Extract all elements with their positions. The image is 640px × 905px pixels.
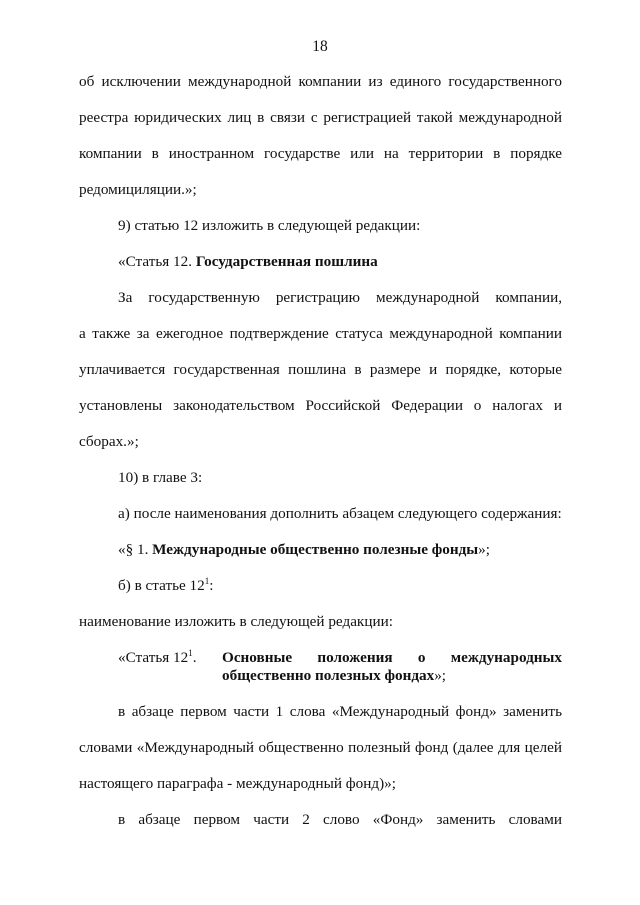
- article-label-dot: .: [192, 649, 197, 666]
- paragraph-line: настоящего параграфа - международный фонд)»;: [79, 775, 396, 792]
- paragraph-line: словами «Международный общественно полезный фонд (далее для целей: [79, 739, 562, 756]
- article-title-line: Основные положения о международных: [222, 649, 562, 666]
- paragraph-line: установлены законодательством Российской Федерации о налогах и: [79, 397, 562, 414]
- paragraph-line: наименование изложить в следующей редакции:: [79, 613, 393, 630]
- article-title-line: [222, 667, 562, 685]
- paragraph-line: реестра юридических лиц в связи с регистрацией такой международной: [79, 109, 562, 126]
- paragraph-line: компании в иностранном государстве или на территории в порядке: [79, 145, 562, 162]
- article-label: [118, 649, 197, 668]
- paragraph-line: об исключении международной компании из единого государственного: [79, 73, 562, 90]
- article-heading: [118, 253, 562, 271]
- article-heading-title: Государственная пошлина: [195, 253, 378, 270]
- paragraph-line: редомициляции.»;: [79, 181, 197, 198]
- paragraph-line: 9) статью 12 изложить в следующей редакции:: [118, 217, 421, 234]
- paragraph-line: в абзаце первом части 1 слова «Международный фонд» заменить: [118, 703, 562, 720]
- superscript: 1: [204, 576, 210, 586]
- paragraph-line: в абзаце первом части 2 слово «Фонд» заменить словами: [118, 811, 562, 828]
- page-number: 18: [312, 38, 328, 55]
- paragraph-line: а также за ежегодное подтверждение статуса международной компании: [79, 325, 562, 342]
- section-heading-close: »;: [478, 541, 490, 558]
- line-text: :: [209, 577, 214, 594]
- section-heading: [118, 541, 562, 559]
- superscript: 1: [188, 648, 193, 658]
- article-label-text: «Статья 12: [118, 649, 189, 666]
- paragraph-line: уплачивается государственная пошлина в размере и порядке, которые: [79, 361, 562, 378]
- paragraph-line: 10) в главе 3:: [118, 469, 203, 486]
- article-title-text: общественно полезных фондах: [222, 667, 435, 684]
- paragraph-line: сборах.»;: [79, 433, 139, 450]
- paragraph-line: За государственную регистрацию международной компании,: [118, 289, 562, 306]
- section-heading-label: «§ 1.: [118, 541, 153, 558]
- line-text: б) в статье 12: [118, 577, 205, 594]
- paragraph-line: [118, 577, 562, 596]
- paragraph-line: а) после наименования дополнить абзацем следующего содержания:: [118, 505, 562, 522]
- article-heading-label: «Статья 12.: [118, 253, 196, 270]
- section-heading-title: Международные общественно полезные фонды: [152, 541, 479, 558]
- article-title-close: »;: [434, 667, 447, 684]
